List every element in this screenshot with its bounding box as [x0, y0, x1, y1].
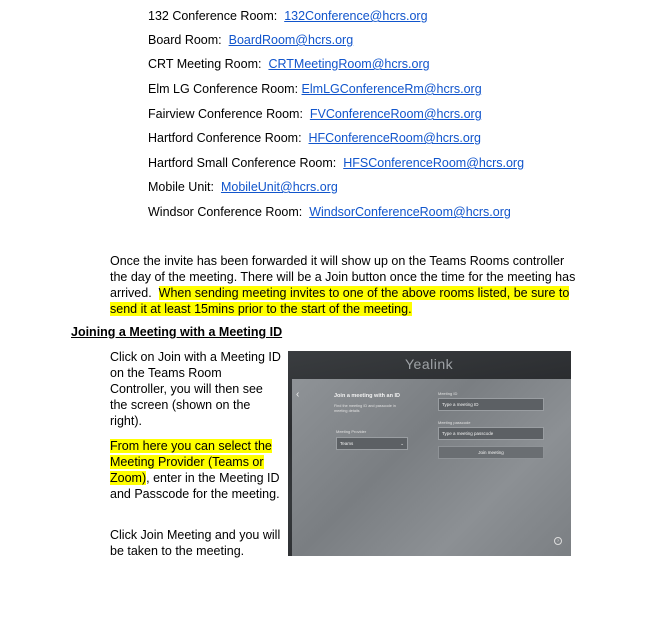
yealink-logo: Yealink [405, 356, 454, 372]
room-name: Mobile Unit: [148, 180, 214, 194]
room-email-link[interactable]: HFConferenceRoom@hcrs.org [308, 131, 481, 145]
room-name: Hartford Conference Room: [148, 131, 302, 145]
room-name: Board Room: [148, 33, 222, 47]
room-email-link[interactable]: WindsorConferenceRoom@hcrs.org [309, 205, 511, 219]
room-row [148, 56, 430, 72]
room-name: Windsor Conference Room: [148, 205, 303, 219]
room-email-link[interactable]: MobileUnit@hcrs.org [220, 180, 338, 194]
room-row [148, 81, 482, 97]
step-2-text: , enter in the Meeting ID and Passcode for the meeting. [110, 471, 280, 501]
controller-screen [292, 379, 571, 556]
room-row [148, 32, 353, 48]
room-name: Elm LG Conference Room: [148, 82, 299, 96]
room-email-link[interactable]: 132Conference@hcrs.org [284, 9, 428, 23]
passcode-label: Meeting passcode [438, 420, 471, 425]
room-email-link[interactable]: ElmLGConferenceRm@hcrs.org [301, 82, 482, 96]
room-row [148, 106, 482, 122]
room-row [148, 204, 511, 220]
room-email-link[interactable]: FVConferenceRoom@hcrs.org [309, 107, 482, 121]
room-name: 132 Conference Room: [148, 9, 278, 23]
room-row [148, 179, 338, 195]
invite-highlight: When sending meeting invites to one of the above rooms listed, be sure to send it at least 15mins prior to the start of the meeting. [110, 286, 570, 316]
step-paragraph-2 [110, 438, 282, 502]
help-icon[interactable]: ? [554, 537, 562, 545]
meeting-id-input[interactable]: Type a meeting ID [438, 398, 544, 411]
room-email-link[interactable]: CRTMeetingRoom@hcrs.org [268, 57, 430, 71]
provider-label: Meeting Provider [336, 429, 367, 434]
room-row [148, 8, 428, 24]
room-email-link[interactable]: HFSConferenceRoom@hcrs.org [343, 156, 525, 170]
provider-highlight: From here you can select the Meeting Provider (Teams or Zoom) [110, 439, 272, 485]
meeting-id-label: Meeting ID [438, 391, 458, 396]
invite-paragraph [110, 253, 580, 317]
provider-select[interactable] [336, 437, 408, 450]
room-email-link[interactable]: BoardRoom@hcrs.org [228, 33, 354, 47]
room-name: Hartford Small Conference Room: [148, 156, 337, 170]
screen-title: Join a meeting with an ID [334, 393, 401, 399]
back-arrow-icon[interactable]: ‹ [296, 389, 300, 400]
room-row [148, 155, 524, 171]
section-heading: Joining a Meeting with a Meeting ID [71, 325, 283, 339]
controller-photo [288, 351, 571, 556]
join-meeting-button[interactable]: Join meeting [438, 446, 544, 459]
step-paragraph-1: Click on Join with a Meeting ID on the Teams Room Controller, you will then see the screen (shown on the right). [110, 350, 281, 428]
screen-subtitle: Find the meeting ID and passcode in meeting details [334, 404, 396, 413]
step-paragraph-3: Click Join Meeting and you will be taken to the meeting. [110, 528, 281, 558]
room-name: CRT Meeting Room: [148, 57, 262, 71]
provider-value: Teams [340, 441, 354, 446]
chevron-down-icon: ⌄ [400, 441, 404, 446]
room-row [148, 130, 481, 146]
room-name: Fairview Conference Room: [148, 107, 303, 121]
invite-text: Once the invite has been forwarded it will show up on the Teams Rooms controller the day of the meeting. There will be a Join button once the time for the meeting has arrived. [110, 254, 576, 300]
passcode-input[interactable]: Type a meeting passcode [438, 427, 544, 440]
